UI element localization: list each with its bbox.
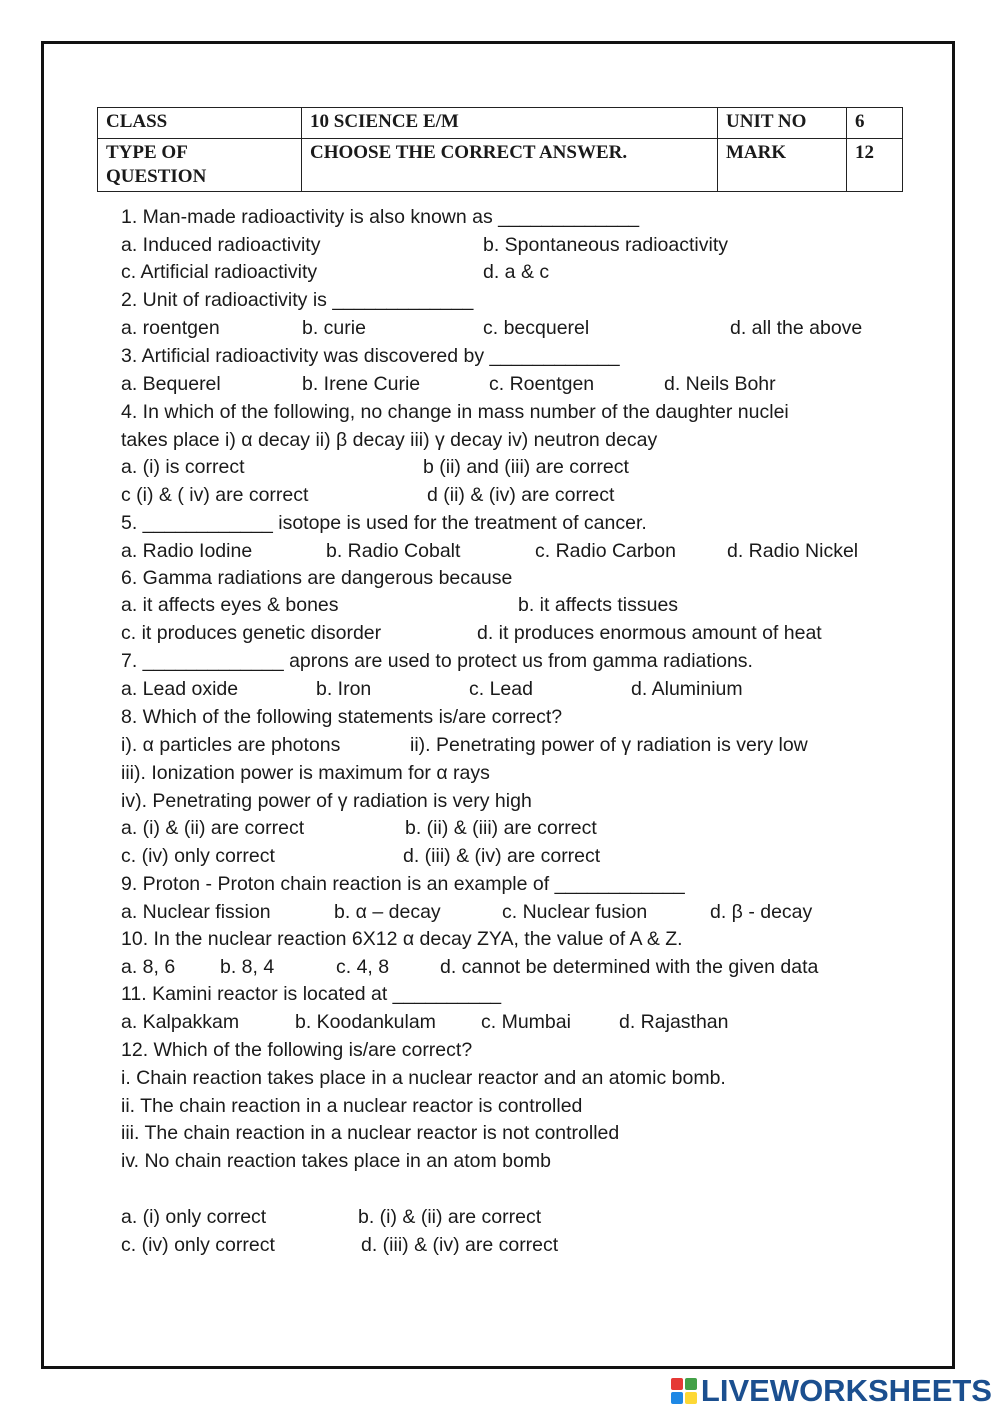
option[interactable]: d. Rajasthan xyxy=(619,1011,729,1033)
class-label: CLASS xyxy=(98,108,302,139)
option[interactable]: b. (ii) & (iii) are correct xyxy=(405,817,597,839)
option[interactable]: b. Iron xyxy=(316,678,372,700)
statement: iii. The chain reaction in a nuclear reactor is not controlled xyxy=(121,1122,620,1144)
option[interactable]: b. Irene Curie xyxy=(302,373,421,395)
option[interactable]: a. (i) & (ii) are correct xyxy=(121,817,305,839)
option[interactable]: c. (iv) only correct xyxy=(121,1234,275,1256)
option[interactable]: a. (i) only correct xyxy=(121,1206,267,1228)
option[interactable]: d. Radio Nickel xyxy=(727,540,859,562)
option[interactable]: c. Nuclear fusion xyxy=(502,901,648,923)
option[interactable]: d. (iii) & (iv) are correct xyxy=(403,845,601,867)
option[interactable]: a. Lead oxide xyxy=(121,678,239,700)
statement: ii. The chain reaction in a nuclear reactor is controlled xyxy=(121,1095,583,1117)
option[interactable]: a. roentgen xyxy=(121,317,220,339)
question-12: 12. Which of the following is/are correct? xyxy=(121,1039,473,1061)
mark-value: 12 xyxy=(847,139,903,192)
option[interactable]: c. 4, 8 xyxy=(336,956,390,978)
mark-label: MARK xyxy=(718,139,847,192)
option[interactable]: c. it produces genetic disorder xyxy=(121,622,382,644)
option[interactable]: b (ii) and (iii) are correct xyxy=(423,456,629,478)
brand-text: LIVEWORKSHEETS xyxy=(700,1373,992,1408)
option[interactable]: b. (i) & (ii) are correct xyxy=(358,1206,542,1228)
option[interactable]: a. Kalpakkam xyxy=(121,1011,240,1033)
question-2: 2. Unit of radioactivity is _____________ xyxy=(121,289,474,311)
option[interactable]: d. Aluminium xyxy=(631,678,743,700)
option[interactable]: d. all the above xyxy=(730,317,863,339)
header-table xyxy=(97,107,903,192)
question-9: 9. Proton - Proton chain reaction is an example of ____________ xyxy=(121,873,685,895)
question-1: 1. Man-made radioactivity is also known as _____________ xyxy=(121,206,640,228)
question-11: 11. Kamini reactor is located at __________ xyxy=(121,983,502,1005)
statement: iv. No chain reaction takes place in an atom bomb xyxy=(121,1150,551,1172)
statement: iii). Ionization power is maximum for α rays xyxy=(121,762,490,784)
option[interactable]: d. cannot be determined with the given data xyxy=(440,956,819,978)
option[interactable]: d. Neils Bohr xyxy=(664,373,776,395)
option[interactable]: a. 8, 6 xyxy=(121,956,176,978)
option[interactable]: b. 8, 4 xyxy=(220,956,275,978)
liveworksheets-logo[interactable] xyxy=(671,1373,992,1409)
statement: iv). Penetrating power of γ radiation is very high xyxy=(121,790,532,812)
question-10: 10. In the nuclear reaction 6X12 α decay ZYA, the value of A & Z. xyxy=(121,928,683,950)
option[interactable]: c. Roentgen xyxy=(489,373,595,395)
question-4-cont: takes place i) α decay ii) β decay iii) γ decay iv) neutron decay xyxy=(121,429,658,451)
option[interactable]: b. Spontaneous radioactivity xyxy=(483,234,728,256)
option[interactable]: d. a & c xyxy=(483,261,550,283)
option[interactable]: c. becquerel xyxy=(483,317,590,339)
logo-icon xyxy=(671,1378,697,1404)
option[interactable]: b. Radio Cobalt xyxy=(326,540,461,562)
statement: i. Chain reaction takes place in a nuclear reactor and an atomic bomb. xyxy=(121,1067,726,1089)
statement: i). α particles are photons xyxy=(121,734,341,756)
option[interactable]: c. Lead xyxy=(469,678,533,700)
option[interactable]: a. Radio Iodine xyxy=(121,540,253,562)
option[interactable]: c. Radio Carbon xyxy=(535,540,676,562)
option[interactable]: b. α – decay xyxy=(334,901,441,923)
option[interactable]: a. Nuclear fission xyxy=(121,901,271,923)
question-8: 8. Which of the following statements is/are correct? xyxy=(121,706,563,728)
option[interactable]: d. it produces enormous amount of heat xyxy=(477,622,822,644)
option[interactable]: a. Bequerel xyxy=(121,373,221,395)
option[interactable]: c. (iv) only correct xyxy=(121,845,275,867)
option[interactable]: c. Mumbai xyxy=(481,1011,571,1033)
option[interactable]: a. (i) is correct xyxy=(121,456,245,478)
question-7: 7. _____________ aprons are used to protect us from gamma radiations. xyxy=(121,650,753,672)
option[interactable]: d. (iii) & (iv) are correct xyxy=(361,1234,559,1256)
option[interactable]: d. β - decay xyxy=(710,901,813,923)
question-3: 3. Artificial radioactivity was discovered by ____________ xyxy=(121,345,620,367)
class-value: 10 SCIENCE E/M xyxy=(302,108,718,139)
option[interactable]: a. Induced radioactivity xyxy=(121,234,321,256)
statement: ii). Penetrating power of γ radiation is very low xyxy=(410,734,808,756)
unit-label: UNIT NO xyxy=(718,108,847,139)
question-6: 6. Gamma radiations are dangerous because xyxy=(121,567,513,589)
type-label: TYPE OF QUESTION xyxy=(98,139,302,192)
type-value: CHOOSE THE CORRECT ANSWER. xyxy=(302,139,718,192)
option[interactable]: a. it affects eyes & bones xyxy=(121,594,339,616)
option[interactable]: d (ii) & (iv) are correct xyxy=(427,484,615,506)
option[interactable]: b. Koodankulam xyxy=(295,1011,436,1033)
option[interactable]: b. it affects tissues xyxy=(518,594,679,616)
option[interactable]: c. Artificial radioactivity xyxy=(121,261,318,283)
question-4: 4. In which of the following, no change in mass number of the daughter nuclei xyxy=(121,401,789,423)
question-5: 5. ____________ isotope is used for the treatment of cancer. xyxy=(121,512,647,534)
option[interactable]: c (i) & ( iv) are correct xyxy=(121,484,309,506)
unit-value: 6 xyxy=(847,108,903,139)
option[interactable]: b. curie xyxy=(302,317,366,339)
